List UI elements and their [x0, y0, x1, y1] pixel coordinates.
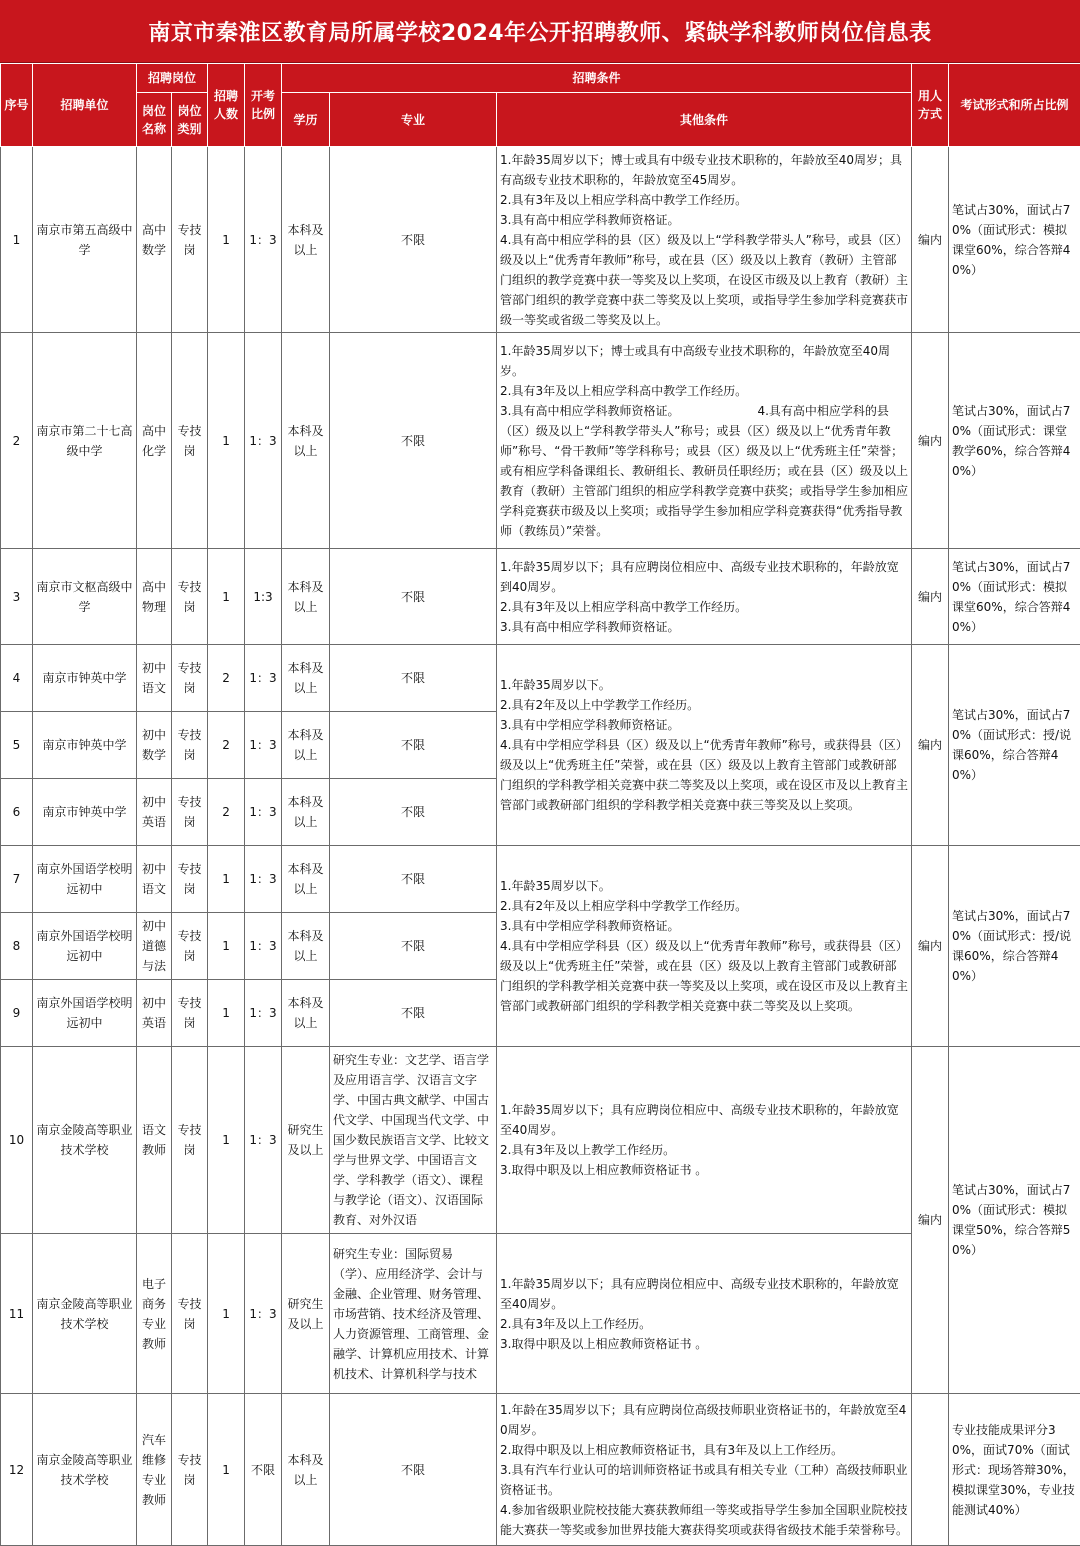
cell-count: 1 [208, 147, 245, 333]
cell-ratio: 1:3 [245, 549, 282, 645]
condition-line: 1.年龄35周岁以下。 [500, 876, 908, 896]
cell-exam: 专业技能成果评分30%，面试70%（面试形式：现场答辩30%，模拟课堂30%，专业技能测试40%） [949, 1394, 1080, 1546]
cell-hire: 编内 [912, 549, 949, 645]
condition-line: 2.具有3年及以上相应学科高中教学工作经历。 [500, 597, 908, 617]
condition-line: 3.取得中职及以上相应教师资格证书 。 [500, 1160, 908, 1180]
cell-exam: 笔试占30%，面试占70%（面试形式：授/说课60%，综合答辩40%） [949, 846, 1080, 1047]
cell-ratio: 1：3 [245, 980, 282, 1047]
cell-unit: 南京外国语学校明远初中 [33, 846, 137, 913]
cell-edu: 本科及以上 [282, 645, 330, 712]
condition-line: 2.具有3年及以上工作经历。 [500, 1314, 908, 1334]
cell-ratio: 1：3 [245, 1047, 282, 1234]
cell-seq: 11 [1, 1234, 33, 1394]
condition-line: 4.具有中学相应学科县（区）级及以上“优秀青年教师”称号，或获得县（区）级及以上“优秀班主任”荣誉，或在县（区）级及以上教育主管部门或教研部门组织的学科教学相关竞赛中获一等奖及以上奖项，或在设区市及以上教育主管部门或教研部门组织的学科教学相关竞赛中获二等奖及以上奖项。 [500, 936, 908, 1016]
table-row [1, 1047, 1080, 1234]
condition-line: 4.具有中学相应学科县（区）级及以上“优秀青年教师”称号，或获得县（区）级及以上“优秀班主任”荣誉，或在县（区）级及以上教育主管部门或教研部门组织的学科教学相关竞赛中获二等奖及以上奖项，或在设区市及以上教育主管部门或教研部门组织的学科教学相关竞赛中获三等奖及以上奖项。 [500, 735, 908, 815]
cell-edu: 本科及以上 [282, 712, 330, 779]
cell-seq: 3 [1, 549, 33, 645]
cell-major: 不限 [330, 980, 497, 1047]
cell-seq: 12 [1, 1394, 33, 1546]
cell-unit: 南京金陵高等职业技术学校 [33, 1047, 137, 1234]
header-conditions-group: 招聘条件 [282, 64, 912, 93]
cell-post-type: 专技岗 [172, 147, 208, 333]
cell-post-type: 专技岗 [172, 1394, 208, 1546]
cell-seq: 8 [1, 913, 33, 980]
header-post-name: 岗位名称 [137, 93, 172, 147]
cell-post-type: 专技岗 [172, 913, 208, 980]
condition-line: 3.具有中学相应学科教师资格证。 [500, 916, 908, 936]
cell-ratio: 不限 [245, 1394, 282, 1546]
cell-other-conditions [497, 147, 912, 333]
condition-line: 1.年龄在35周岁以下；具有应聘岗位高级技师职业资格证书的，年龄放宽至40周岁。 [500, 1400, 908, 1440]
condition-line: 2.具有2年及以上相应学科中学教学工作经历。 [500, 896, 908, 916]
cell-seq: 4 [1, 645, 33, 712]
cell-post-name: 初中语文 [137, 645, 172, 712]
condition-line: 2.取得中职及以上相应教师资格证书，具有3年及以上工作经历。 [500, 1440, 908, 1460]
cell-edu: 本科及以上 [282, 779, 330, 846]
cell-post-name: 高中数学 [137, 147, 172, 333]
condition-line: 3.具有高中相应学科教师资格证。 [500, 210, 908, 230]
table-row [1, 846, 1080, 913]
cell-unit: 南京市钟英中学 [33, 712, 137, 779]
cell-exam: 笔试占30%，面试占70%（面试形式：模拟课堂60%，综合答辩40%） [949, 147, 1080, 333]
cell-seq: 2 [1, 333, 33, 549]
table-row [1, 549, 1080, 645]
cell-post-type: 专技岗 [172, 846, 208, 913]
cell-major: 不限 [330, 1394, 497, 1546]
cell-other-conditions [497, 1394, 912, 1546]
condition-line: 2.具有2年及以上中学教学工作经历。 [500, 695, 908, 715]
cell-hire: 编内 [912, 147, 949, 333]
cell-major: 不限 [330, 549, 497, 645]
cell-post-type: 专技岗 [172, 779, 208, 846]
cell-ratio: 1：3 [245, 333, 282, 549]
cell-other-conditions [497, 846, 912, 1047]
cell-post-name: 汽车维修专业教师 [137, 1394, 172, 1546]
table-row [1, 147, 1080, 333]
table-row [1, 333, 1080, 549]
cell-unit: 南京外国语学校明远初中 [33, 913, 137, 980]
cell-post-type: 专技岗 [172, 333, 208, 549]
condition-line: 1.年龄35周岁以下；博士或具有中高级专业技术职称的，年龄放宽至40周岁。 [500, 341, 908, 381]
header-exam: 考试形式和所占比例 [949, 64, 1080, 147]
cell-hire: 编内 [912, 645, 949, 846]
cell-post-name: 语文教师 [137, 1047, 172, 1234]
cell-unit: 南京市文枢高级中学 [33, 549, 137, 645]
cell-count: 1 [208, 1394, 245, 1546]
cell-count: 2 [208, 712, 245, 779]
cell-ratio: 1：3 [245, 712, 282, 779]
header-other: 其他条件 [497, 93, 912, 147]
header-major: 专业 [330, 93, 497, 147]
condition-line: 4.参加省级职业院校技能大赛获教师组一等奖或指导学生参加全国职业院校技能大赛获一等奖或参加世界技能大赛获得奖项或获得省级技术能手荣誉称号。 [500, 1500, 908, 1540]
cell-other-conditions [497, 549, 912, 645]
cell-ratio: 1：3 [245, 1234, 282, 1394]
cell-major: 研究生专业：文艺学、语言学及应用语言学、汉语言文字学、中国古典文献学、中国古代文学、中国现当代文学、中国少数民族语言文学、比较文学与世界文学、中国语言文学、学科教学（语文）、课程与教学论（语文）、汉语国际教育、对外汉语 [330, 1047, 497, 1234]
cell-count: 1 [208, 333, 245, 549]
cell-ratio: 1：3 [245, 645, 282, 712]
cell-post-name: 电子商务专业教师 [137, 1234, 172, 1394]
cell-edu: 本科及以上 [282, 147, 330, 333]
header-edu: 学历 [282, 93, 330, 147]
header-unit: 招聘单位 [33, 64, 137, 147]
cell-count: 1 [208, 913, 245, 980]
cell-post-name: 初中语文 [137, 846, 172, 913]
cell-seq: 10 [1, 1047, 33, 1234]
cell-major: 不限 [330, 913, 497, 980]
cell-count: 1 [208, 846, 245, 913]
cell-count: 1 [208, 549, 245, 645]
cell-hire: 编内 [912, 846, 949, 1047]
condition-line: 2.具有3年及以上相应学科高中教学工作经历。 [500, 381, 908, 401]
cell-count: 2 [208, 645, 245, 712]
cell-other-conditions [497, 1047, 912, 1234]
recruitment-table [0, 63, 1080, 1546]
cell-post-name: 初中道德与法 [137, 913, 172, 980]
cell-major: 不限 [330, 846, 497, 913]
cell-exam: 笔试占30%，面试占70%（面试形式：授/说课60%，综合答辩40%） [949, 645, 1080, 846]
table-row [1, 1394, 1080, 1546]
cell-edu: 本科及以上 [282, 980, 330, 1047]
cell-seq: 7 [1, 846, 33, 913]
cell-seq: 1 [1, 147, 33, 333]
header-post-type: 岗位类别 [172, 93, 208, 147]
cell-unit: 南京市钟英中学 [33, 645, 137, 712]
condition-line: 1.年龄35周岁以下。 [500, 675, 908, 695]
cell-major: 不限 [330, 147, 497, 333]
cell-post-type: 专技岗 [172, 980, 208, 1047]
condition-line: 1.年龄35周岁以下；博士或具有中级专业技术职称的，年龄放至40周岁；具有高级专业技术职称的，年龄放宽至45周岁。 [500, 150, 908, 190]
cell-edu: 研究生及以上 [282, 1234, 330, 1394]
cell-edu: 本科及以上 [282, 846, 330, 913]
cell-unit: 南京市第二十七高级中学 [33, 333, 137, 549]
cell-post-type: 专技岗 [172, 1234, 208, 1394]
cell-edu: 本科及以上 [282, 913, 330, 980]
cell-unit: 南京市第五高级中学 [33, 147, 137, 333]
condition-line: 3.具有中学相应学科教师资格证。 [500, 715, 908, 735]
cell-post-name: 高中物理 [137, 549, 172, 645]
condition-line: 3.具有高中相应学科教师资格证。 4.具有高中相应学科的县（区）级及以上“学科教学带头人”称号；或县（区）级及以上“优秀青年教师”称号、“骨干教师”等学科称号；或县（区）级及以上“优秀班主任”荣誉；或有相应学科备课组长、教研组长、教研员任职经历；或在县（区）级及以上教育（教研）主管部门组织的相应学科教学竞赛中获奖；或指导学生参加相应学科竞赛获市级及以上奖项；或指导学生参加相应学科竞赛获得“优秀指导教师（教练员）”荣誉。 [500, 401, 908, 541]
table-row [1, 645, 1080, 712]
cell-seq: 5 [1, 712, 33, 779]
cell-edu: 本科及以上 [282, 333, 330, 549]
cell-ratio: 1：3 [245, 846, 282, 913]
condition-line: 4.具有高中相应学科的县（区）级及以上“学科教学带头人”称号，或县（区）级及以上“优秀青年教师”称号，或在县（区）级及以上教育（教研）主管部门组织的教学竞赛中获一等奖及以上奖项，在设区市级及以上教育（教研）主管部门组织的教学竞赛中获二等奖及以上奖项，或指导学生参加学科竞赛获市级一等奖或省级二等奖及以上。 [500, 230, 908, 330]
cell-count: 1 [208, 980, 245, 1047]
cell-post-name: 高中化学 [137, 333, 172, 549]
condition-line: 3.具有汽车行业认可的培训师资格证书或具有相关专业（工种）高级技师职业资格证书。 [500, 1460, 908, 1500]
condition-line: 3.具有高中相应学科教师资格证。 [500, 617, 908, 637]
cell-major: 不限 [330, 645, 497, 712]
cell-post-name: 初中数学 [137, 712, 172, 779]
cell-exam: 笔试占30%，面试占70%（面试形式：模拟课堂60%，综合答辩40%） [949, 549, 1080, 645]
cell-edu: 本科及以上 [282, 1394, 330, 1546]
cell-unit: 南京市钟英中学 [33, 779, 137, 846]
cell-post-type: 专技岗 [172, 645, 208, 712]
cell-count: 2 [208, 779, 245, 846]
cell-unit: 南京外国语学校明远初中 [33, 980, 137, 1047]
cell-count: 1 [208, 1047, 245, 1234]
cell-exam: 笔试占30%，面试占70%（面试形式：课堂教学60%，综合答辩40%） [949, 333, 1080, 549]
header-count: 招聘人数 [208, 64, 245, 147]
cell-major: 不限 [330, 333, 497, 549]
condition-line: 3.取得中职及以上相应教师资格证书 。 [500, 1334, 908, 1354]
cell-unit: 南京金陵高等职业技术学校 [33, 1234, 137, 1394]
cell-post-name: 初中英语 [137, 779, 172, 846]
cell-seq: 6 [1, 779, 33, 846]
cell-post-name: 初中英语 [137, 980, 172, 1047]
cell-major: 不限 [330, 712, 497, 779]
cell-other-conditions [497, 333, 912, 549]
cell-seq: 9 [1, 980, 33, 1047]
cell-ratio: 1：3 [245, 147, 282, 333]
condition-line: 2.具有3年及以上相应学科高中教学工作经历。 [500, 190, 908, 210]
condition-line: 1.年龄35周岁以下；具有应聘岗位相应中、高级专业技术职称的，年龄放宽至40周岁。 [500, 1274, 908, 1314]
cell-exam: 笔试占30%，面试占70%（面试形式：模拟课堂50%，综合答辩50%） [949, 1047, 1080, 1394]
cell-hire: 编内 [912, 1047, 949, 1394]
cell-post-type: 专技岗 [172, 1047, 208, 1234]
cell-hire [912, 1394, 949, 1546]
cell-post-type: 专技岗 [172, 712, 208, 779]
page-title: 南京市秦淮区教育局所属学校2024年公开招聘教师、紧缺学科教师岗位信息表 [0, 0, 1080, 63]
cell-other-conditions [497, 645, 912, 846]
cell-unit: 南京金陵高等职业技术学校 [33, 1394, 137, 1546]
header-post-group: 招聘岗位 [137, 64, 208, 93]
condition-line: 1.年龄35周岁以下；具有应聘岗位相应中、高级专业技术职称的，年龄放宽到40周岁。 [500, 557, 908, 597]
cell-hire: 编内 [912, 333, 949, 549]
cell-major: 研究生专业：国际贸易（学）、应用经济学、会计与金融、企业管理、财务管理、市场营销、技术经济及管理、人力资源管理、工商管理、金融学、计算机应用技术、计算机技术、计算机科学与技术 [330, 1234, 497, 1394]
cell-ratio: 1：3 [245, 913, 282, 980]
cell-post-type: 专技岗 [172, 549, 208, 645]
cell-edu: 研究生及以上 [282, 1047, 330, 1234]
header-seq: 序号 [1, 64, 33, 147]
cell-other-conditions [497, 1234, 912, 1394]
condition-line: 2.具有3年及以上教学工作经历。 [500, 1140, 908, 1160]
cell-count: 1 [208, 1234, 245, 1394]
cell-major: 不限 [330, 779, 497, 846]
header-hire: 用人方式 [912, 64, 949, 147]
condition-line: 1.年龄35周岁以下；具有应聘岗位相应中、高级专业技术职称的，年龄放宽至40周岁。 [500, 1100, 908, 1140]
cell-ratio: 1：3 [245, 779, 282, 846]
header-ratio: 开考比例 [245, 64, 282, 147]
cell-edu: 本科及以上 [282, 549, 330, 645]
